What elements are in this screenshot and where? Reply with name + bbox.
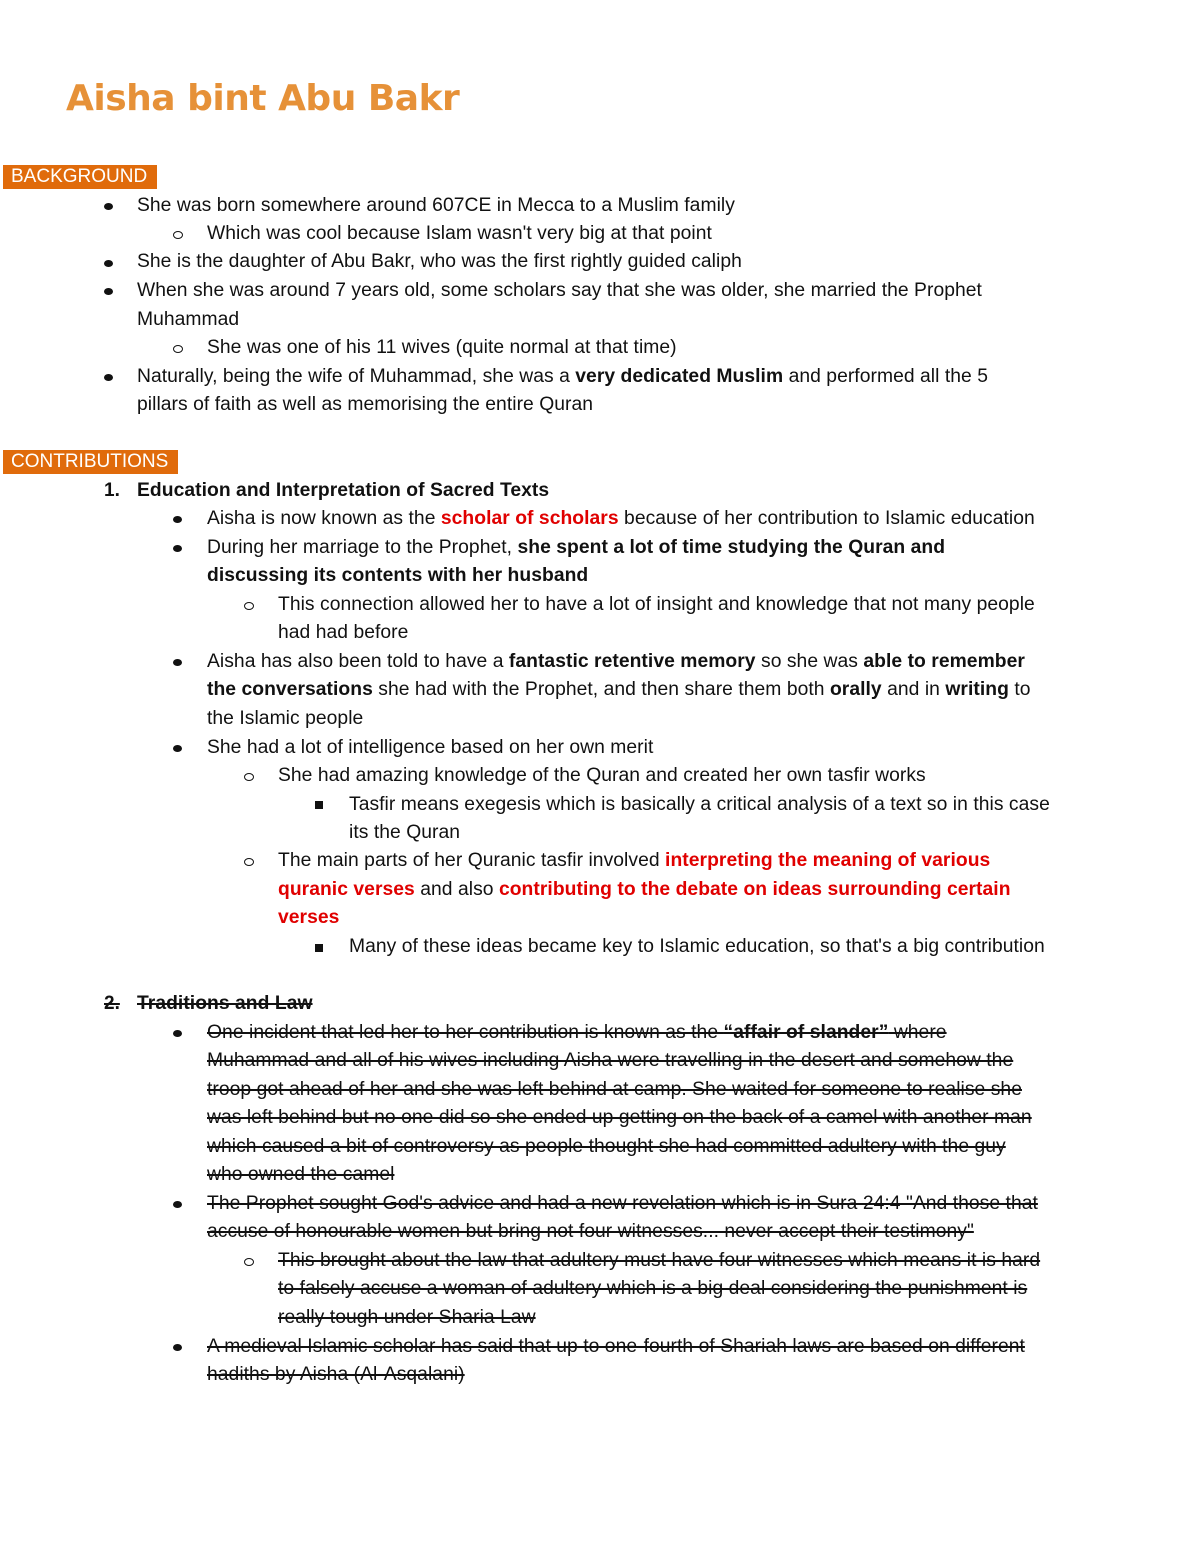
bullet-circle — [244, 773, 254, 781]
contribution-line: its the Quran — [349, 822, 461, 843]
bullet-circle — [244, 602, 254, 610]
background-line: Which was cool because Islam wasn't very big at that point — [207, 223, 712, 244]
bullet-dot — [173, 516, 182, 523]
struck-line: really tough under Sharia Law — [278, 1307, 536, 1328]
contribution-line: Aisha is now known as the scholar of scholars because of her contribution to Islamic education — [207, 508, 1035, 529]
background-line: Naturally, being the wife of Muhammad, she was a very dedicated Muslim and performed all the 5 — [137, 366, 989, 387]
contributions-heading: CONTRIBUTIONS — [3, 450, 178, 474]
bullet-dot — [104, 260, 113, 267]
background-line: She is the daughter of Abu Bakr, who was the first rightly guided caliph — [137, 251, 742, 272]
contribution-line: Many of these ideas became key to Islamic education, so that's a big contribution — [349, 936, 1045, 957]
document-title: Aisha bint Abu Bakr — [66, 78, 460, 119]
struck-line: The Prophet sought God's advice and had a new revelation which is in Sura 24:4 "And those that — [207, 1193, 1038, 1214]
struck-line: who owned the camel — [207, 1164, 395, 1185]
struck-line: was left behind but no one did so she ended up getting on the back of a camel with another man — [207, 1107, 1032, 1128]
contribution-line: had had before — [278, 622, 409, 643]
contribution-line: Tasfir means exegesis which is basically a critical analysis of a text so in this case — [349, 794, 1050, 815]
bullet-circle — [173, 345, 183, 353]
list-number: 1. — [104, 480, 120, 501]
struck-line: accuse of honourable women but bring not four witnesses... never accept their testimony" — [207, 1221, 974, 1242]
contribution-line: She had amazing knowledge of the Quran and created her own tasfir works — [278, 765, 926, 786]
bullet-dot — [173, 1201, 182, 1208]
contribution-line: verses — [278, 907, 340, 928]
contribution-line: discussing its contents with her husband — [207, 565, 589, 586]
bullet-square — [315, 944, 323, 952]
contribution-line: She had a lot of intelligence based on her own merit — [207, 737, 654, 758]
bullet-circle — [173, 231, 183, 239]
bullet-square — [315, 801, 323, 809]
struck-line: Muhammad and all of his wives including Aisha were travelling in the desert and somehow the — [207, 1050, 1014, 1071]
struck-line: troop got ahead of her and she was left behind at camp. She waited for someone to realise she — [207, 1079, 1022, 1100]
contribution-line: During her marriage to the Prophet, she spent a lot of time studying the Quran and — [207, 537, 946, 558]
background-line: She was one of his 11 wives (quite normal at that time) — [207, 337, 677, 358]
bullet-dot — [173, 659, 182, 666]
bullet-dot — [173, 545, 182, 552]
contribution-line: the conversations she had with the Prophet, and then share them both orally and in writing to — [207, 679, 1031, 700]
background-line: Muhammad — [137, 309, 240, 330]
contribution-line: the Islamic people — [207, 708, 364, 729]
background-line: She was born somewhere around 607CE in Mecca to a Muslim family — [137, 195, 735, 216]
struck-line: This brought about the law that adultery must have four witnesses which means it is hard — [278, 1250, 1041, 1271]
bullet-dot — [173, 1030, 182, 1037]
background-line: When she was around 7 years old, some scholars say that she was older, she married the Prophet — [137, 280, 982, 301]
struck-line: hadiths by Aisha (Al-Asqalani) — [207, 1364, 465, 1385]
contribution-line: This connection allowed her to have a lot of insight and knowledge that not many people — [278, 594, 1035, 615]
background-heading: BACKGROUND — [3, 165, 157, 189]
contribution-line: Aisha has also been told to have a fantastic retentive memory so she was able to remember — [207, 651, 1025, 672]
bullet-circle — [244, 1258, 254, 1266]
background-line: pillars of faith as well as memorising the entire Quran — [137, 394, 594, 415]
bullet-dot — [173, 1344, 182, 1351]
struck-line: to falsely accuse a woman of adultery which is a big deal considering the punishment is — [278, 1278, 1028, 1299]
subsection-title: Traditions and Law — [137, 993, 313, 1014]
bullet-dot — [104, 374, 113, 381]
contribution-line: The main parts of her Quranic tasfir involved interpreting the meaning of various — [278, 850, 991, 871]
struck-line: A medieval Islamic scholar has said that up to one-fourth of Shariah laws are based on different — [207, 1336, 1025, 1357]
bullet-dot — [173, 745, 182, 752]
bullet-dot — [104, 288, 113, 295]
struck-line: One incident that led her to her contribution is known as the “affair of slander” where — [207, 1022, 947, 1043]
list-number: 2. — [104, 993, 120, 1014]
bullet-dot — [104, 203, 113, 210]
contribution-line: quranic verses and also contributing to the debate on ideas surrounding certain — [278, 879, 1011, 900]
subsection-title: Education and Interpretation of Sacred Texts — [137, 480, 550, 501]
struck-line: which caused a bit of controversy as people thought she had committed adultery with the guy — [207, 1136, 1006, 1157]
bullet-circle — [244, 858, 254, 866]
